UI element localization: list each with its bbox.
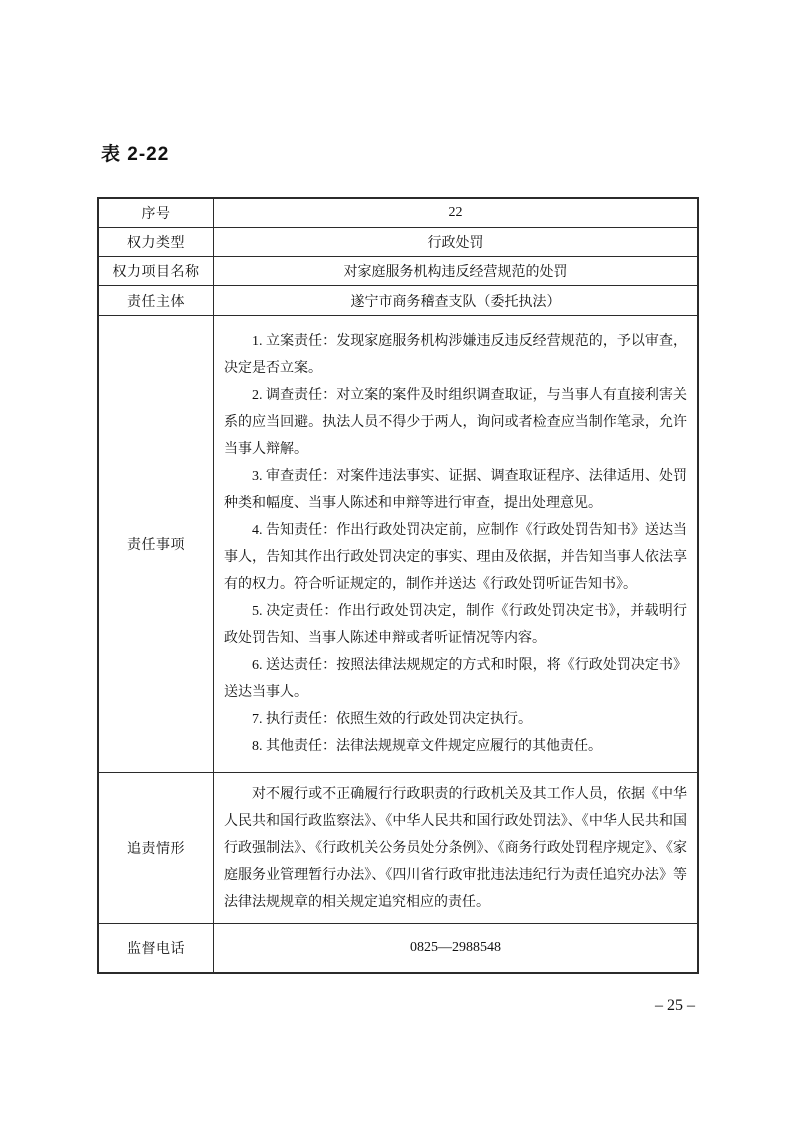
row-value-supervision-phone: 0825—2988548 [214, 924, 699, 974]
table-caption: 表 2-22 [101, 144, 170, 165]
row-label-serial: 序号 [98, 198, 214, 228]
row-label-responsibility-items: 责任事项 [98, 316, 214, 773]
responsibility-item-8: 8. 其他责任：法律法规规章文件规定应履行的其他责任。 [252, 739, 602, 754]
row-label-power-type: 权力类型 [98, 228, 214, 257]
row-label-supervision-phone: 监督电话 [98, 924, 214, 974]
row-label-responsible-body: 责任主体 [98, 286, 214, 316]
responsibility-item-7: 7. 执行责任：依照生效的行政处罚决定执行。 [252, 712, 532, 727]
table-row-responsible-body [98, 286, 698, 316]
row-label-project-name: 权力项目名称 [98, 257, 214, 286]
responsibility-table [97, 197, 699, 974]
table-row-serial [98, 198, 698, 228]
page-number: – 25 – [655, 997, 695, 1014]
table-row-supervision-phone [98, 924, 698, 974]
responsibility-item-2: 2. 调查责任：对立案的案件及时组织调查取证，与当事人有直接利害关系的应当回避。执法人员不得少于两人，询问或者检查应当制作笔录，允许当事人辩解。 [224, 388, 687, 457]
table-row-power-type [98, 228, 698, 257]
row-value-power-type: 行政处罚 [214, 228, 699, 257]
responsibility-item-6: 6. 送达责任：按照法律法规规定的方式和时限，将《行政处罚决定书》送达当事人。 [224, 658, 687, 700]
row-label-accountability: 追责情形 [98, 773, 214, 924]
accountability-content [214, 773, 699, 924]
accountability-paragraph: 对不履行或不正确履行行政职责的行政机关及其工作人员，依据《中华人民共和国行政监察法》、《中华人民共和国行政处罚法》、《中华人民共和国行政强制法》、《行政机关公务员处分条例》、《商务行政处罚程序规定》、《家庭服务业管理暂行办法》、《四川省行政审批违法违纪行为责任追究办法》等法律法规规章的相关规定追究相应的责任。 [224, 786, 687, 910]
row-value-project-name: 对家庭服务机构违反经营规范的处罚 [214, 257, 699, 286]
responsibility-item-5: 5. 决定责任：作出行政处罚决定，制作《行政处罚决定书》，并载明行政处罚告知、当事人陈述申辩或者听证情况等内容。 [224, 604, 687, 646]
responsibility-item-3: 3. 审查责任：对案件违法事实、证据、调查取证程序、法律适用、处罚种类和幅度、当事人陈述和申辩等进行审查，提出处理意见。 [224, 469, 687, 511]
responsibility-item-4: 4. 告知责任：作出行政处罚决定前，应制作《行政处罚告知书》送达当事人，告知其作出行政处罚决定的事实、理由及依据，并告知当事人依法享有的权力。符合听证规定的，制作并送达《行政处罚听证告知书》。 [224, 523, 687, 592]
responsibility-item-1: 1. 立案责任：发现家庭服务机构涉嫌违反违反经营规范的，予以审查，决定是否立案。 [224, 334, 687, 376]
table-row-project-name [98, 257, 698, 286]
table-row-responsibility-items [98, 316, 698, 773]
row-value-serial: 22 [214, 198, 699, 228]
table-row-accountability [98, 773, 698, 924]
responsibility-items-content [214, 316, 699, 773]
row-value-responsible-body: 遂宁市商务稽查支队（委托执法） [214, 286, 699, 316]
